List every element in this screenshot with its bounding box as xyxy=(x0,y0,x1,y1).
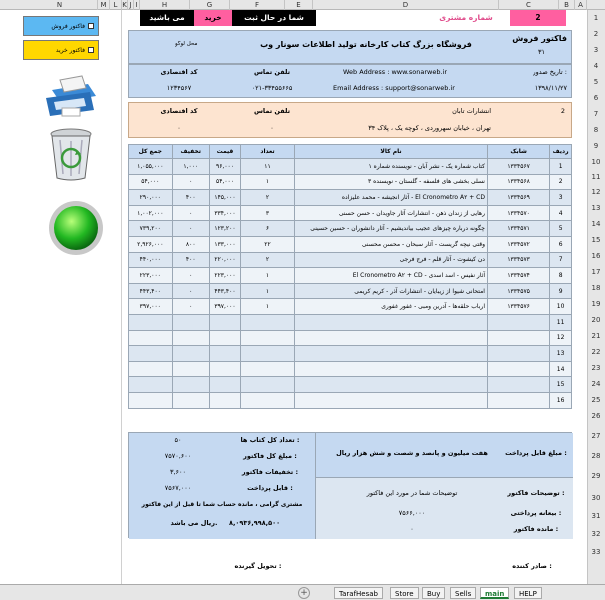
table-cell-qty[interactable] xyxy=(241,346,295,362)
table-cell-total[interactable]: ۷۳۹,۲۰۰ xyxy=(129,221,173,237)
table-cell-qty[interactable]: ۳ xyxy=(241,205,295,221)
table-cell-name[interactable] xyxy=(295,314,488,330)
table-row[interactable] xyxy=(129,377,572,393)
company-title: فروشگاه بزرگ کتاب کارخانه تولید اطلاعات سونار وب xyxy=(260,40,472,49)
row-header-15[interactable]: 15 xyxy=(591,236,601,244)
table-cell-isbn[interactable] xyxy=(487,361,549,377)
row-header-10[interactable]: 10 xyxy=(591,158,601,166)
amount-value: ۷۵۷۰,۶۰۰ xyxy=(164,452,192,460)
table-cell-total[interactable]: ۱,۰۰۲,۰۰۰ xyxy=(129,205,173,221)
table-cell-discount[interactable] xyxy=(172,346,209,362)
table-cell-total[interactable] xyxy=(129,330,173,346)
col-header-n[interactable]: N xyxy=(22,0,98,10)
col-header-h[interactable]: H xyxy=(140,0,190,10)
table-cell-price[interactable] xyxy=(209,346,240,362)
sheet-tab-bar xyxy=(0,584,605,600)
table-cell-discount[interactable]: ۰ xyxy=(172,221,209,237)
add-sheet-icon[interactable]: + xyxy=(298,587,310,599)
table-cell-total[interactable]: ۱,۰۵۵,۰۰۰ xyxy=(129,159,173,175)
table-cell-isbn[interactable]: ۱۳۳۴۵۷۲ xyxy=(487,236,549,252)
table-row[interactable] xyxy=(129,159,572,175)
customer-eco-code-label: کد اقتصادی xyxy=(160,107,198,115)
table-cell-discount[interactable] xyxy=(172,361,209,377)
row-header-14[interactable]: 14 xyxy=(591,220,601,228)
table-cell-row[interactable]: 5 xyxy=(550,221,572,237)
table-header-discount: تخفیف xyxy=(172,145,209,159)
table-cell-price[interactable]: ۹۶,۰۰۰ xyxy=(209,159,240,175)
table-cell-total[interactable]: ۴۴۰,۰۰۰ xyxy=(129,252,173,268)
row-header-8[interactable]: 8 xyxy=(593,126,599,134)
table-cell-price[interactable] xyxy=(209,314,240,330)
table-cell-name[interactable]: چگونه درباره چیزهای عجیب بیاندیشیم - آثار دانشوران - حسین حسینی xyxy=(295,221,488,237)
table-cell-discount[interactable]: ۰ xyxy=(172,174,209,190)
table-cell-discount[interactable]: ۱,۰۰۰ xyxy=(172,159,209,175)
items-table-header xyxy=(129,145,572,159)
table-row[interactable] xyxy=(129,330,572,346)
table-cell-row[interactable]: 4 xyxy=(550,205,572,221)
table-cell-isbn[interactable]: ۱۳۳۴۵۶۷ xyxy=(487,159,549,175)
table-cell-total[interactable]: ۳۹۷,۰۰۰ xyxy=(129,299,173,315)
green-light-icon[interactable] xyxy=(48,200,104,256)
table-cell-discount[interactable] xyxy=(172,392,209,408)
table-cell-price[interactable]: ۳۳۴,۰۰۰ xyxy=(209,205,240,221)
purchase-invoice-button[interactable] xyxy=(23,40,99,60)
col-header-g[interactable]: G xyxy=(190,0,230,10)
row-header-19[interactable]: 19 xyxy=(591,300,601,308)
table-cell-discount[interactable]: ۸۰۰ xyxy=(172,236,209,252)
table-cell-discount[interactable]: ۰ xyxy=(172,268,209,284)
total-qty: ۵۰ xyxy=(174,436,182,444)
row-header-2[interactable]: 2 xyxy=(593,30,599,38)
table-cell-name[interactable] xyxy=(295,330,488,346)
issuer-label: صادر کننده : xyxy=(512,562,552,570)
table-cell-isbn[interactable] xyxy=(487,392,549,408)
row-header-31[interactable]: 31 xyxy=(591,512,601,520)
table-cell-isbn[interactable]: ۱۳۳۴۵۷۰ xyxy=(487,205,549,221)
table-cell-qty[interactable]: ۲ xyxy=(241,190,295,206)
table-cell-row[interactable]: 12 xyxy=(550,330,572,346)
items-table xyxy=(128,144,572,409)
col-header-i[interactable]: I xyxy=(134,0,140,10)
table-row[interactable] xyxy=(129,268,572,284)
row-header-29[interactable]: 29 xyxy=(591,472,601,480)
customer-number: 2 xyxy=(560,107,565,115)
row-header-11[interactable]: 11 xyxy=(591,173,601,181)
table-cell-name[interactable]: وقتی نیچه گریست - آثار سبحان - محسن محسنی xyxy=(295,236,488,252)
table-cell-isbn[interactable] xyxy=(487,346,549,362)
table-row[interactable] xyxy=(129,190,572,206)
row-header-32[interactable]: 32 xyxy=(591,530,601,538)
table-header-total: جمع کل xyxy=(129,145,173,159)
table-cell-discount[interactable]: ۰ xyxy=(172,299,209,315)
payable-text: هفت میلیون و پانصد و شصت و شش هزار ریال xyxy=(336,449,488,457)
table-cell-total[interactable] xyxy=(129,314,173,330)
row-header-20[interactable]: 20 xyxy=(591,316,601,324)
table-cell-price[interactable]: ۲۲۳,۰۰۰ xyxy=(209,268,240,284)
table-cell-name[interactable]: امتحانی شیوا از زیبایان - انتشارات آذر - کریم کریمی xyxy=(295,283,488,299)
invoice-header xyxy=(128,30,572,64)
table-cell-name[interactable]: نسلی بخشی های فلسفه - گلستان - نویسنده ۳ xyxy=(295,174,488,190)
summary-block xyxy=(128,432,572,538)
printer-icon[interactable] xyxy=(38,68,100,120)
table-cell-isbn[interactable]: ۱۳۳۴۵۶۹ xyxy=(487,190,549,206)
table-cell-row[interactable]: 16 xyxy=(550,392,572,408)
status-text: شما در حال ثبت xyxy=(232,10,316,26)
table-cell-total[interactable]: ۲۲۳,۰۰۰ xyxy=(129,268,173,284)
balance-amount: ۸,۰۹۳۶,۹۹۸,۵۰۰ xyxy=(229,519,281,527)
table-cell-qty[interactable]: ۲ xyxy=(241,252,295,268)
row-header-6[interactable]: 6 xyxy=(593,94,599,102)
control-pane xyxy=(0,10,122,584)
row-header-3[interactable]: 3 xyxy=(593,46,599,54)
mode-badge: خرید xyxy=(194,10,232,26)
table-header-name: نام کالا xyxy=(295,145,488,159)
row-header-28[interactable]: 28 xyxy=(591,452,601,460)
table-cell-qty[interactable]: ۲۲ xyxy=(241,236,295,252)
table-cell-discount[interactable]: ۴۰۰ xyxy=(172,190,209,206)
col-header-b[interactable]: B xyxy=(559,0,575,10)
table-row[interactable] xyxy=(129,252,572,268)
table-cell-name[interactable]: دن کیشوت - آثار قلم - فرج فرجی xyxy=(295,252,488,268)
invoice-title: فاکتور فروش xyxy=(512,34,567,43)
logo-placeholder: محل لوگو xyxy=(175,41,198,47)
prepayment-label: بیعانه پرداختی : xyxy=(510,509,562,517)
column-header-bar xyxy=(0,0,605,10)
total-qty-label: تعداد کل کتاب ها : xyxy=(240,436,300,444)
table-cell-qty[interactable] xyxy=(241,330,295,346)
table-cell-price[interactable] xyxy=(209,377,240,393)
table-cell-name[interactable]: El Cronometro A۲ + CD - آثار نفیس - اسد اسدی xyxy=(295,268,488,284)
table-cell-name[interactable]: آثار انجیشه - محمد علیزاده - El Cronometro A۲ + CD xyxy=(295,190,488,206)
sales-invoice-button[interactable] xyxy=(23,16,99,36)
payable-label: قابل پرداخت : xyxy=(247,484,293,492)
row-header-13[interactable]: 13 xyxy=(591,204,601,212)
col-header-l[interactable]: L xyxy=(110,0,122,10)
balance-note-2: ریال می باشد. xyxy=(170,519,218,527)
table-cell-isbn[interactable]: ۱۳۳۴۵۷۳ xyxy=(487,252,549,268)
row-header-27[interactable]: 27 xyxy=(591,432,601,440)
table-cell-isbn[interactable]: ۱۳۳۴۵۷۵ xyxy=(487,283,549,299)
table-cell-qty[interactable]: ۶ xyxy=(241,221,295,237)
customer-eco-code: ۰ xyxy=(177,124,181,132)
table-cell-qty[interactable]: ۱ xyxy=(241,268,295,284)
row-header-33[interactable]: 33 xyxy=(591,548,601,556)
payable-value: ۷۵۶۷,۰۰۰ xyxy=(164,484,192,492)
table-cell-price[interactable] xyxy=(209,361,240,377)
table-cell-row[interactable]: 14 xyxy=(550,361,572,377)
col-header-j[interactable]: J xyxy=(128,0,134,10)
discount-label: تخفیفات فاکتور : xyxy=(241,468,299,476)
balance-note-1: مشتری گرامی ، مانده حساب شما تا قبل از این فاکتور xyxy=(141,501,303,508)
sheet-tab-sells[interactable]: Sells xyxy=(450,587,476,599)
row-header-21[interactable]: 21 xyxy=(591,332,601,340)
row-header-1[interactable]: 1 xyxy=(593,14,599,22)
table-row[interactable] xyxy=(129,346,572,362)
table-cell-discount[interactable] xyxy=(172,330,209,346)
eco-code-value: ۱۲۳۴۵۶۷ xyxy=(166,84,192,92)
invoice-sheet xyxy=(122,10,587,584)
sheet-tab-store[interactable]: Store xyxy=(390,587,419,599)
table-cell-total[interactable]: ۲۹۰,۰۰۰ xyxy=(129,190,173,206)
table-cell-name[interactable]: رهایی از زندان ذهن - انتشارات آثار جاویدان - حسن حسنی xyxy=(295,205,488,221)
table-cell-row[interactable]: 7 xyxy=(550,252,572,268)
table-row[interactable] xyxy=(129,314,572,330)
purchase-invoice-label: فاکتور خرید xyxy=(55,46,85,54)
table-cell-discount[interactable]: ۴۰۰ xyxy=(172,252,209,268)
row-header-24[interactable]: 24 xyxy=(591,380,601,388)
prepayment-value[interactable]: ۷۵۶۶,۰۰۰ xyxy=(398,509,426,517)
table-row[interactable] xyxy=(129,174,572,190)
row-header-4[interactable]: 4 xyxy=(593,62,599,70)
col-header-d[interactable]: D xyxy=(313,0,499,10)
table-cell-price[interactable] xyxy=(209,392,240,408)
discount-value: ۳,۶۰۰ xyxy=(169,468,187,476)
table-cell-price[interactable]: ۱۳۳,۰۰۰ xyxy=(209,236,240,252)
row-header-25[interactable]: 25 xyxy=(591,396,601,404)
eco-code-label: کد اقتصادی xyxy=(160,68,198,76)
table-row[interactable] xyxy=(129,236,572,252)
table-cell-qty[interactable] xyxy=(241,361,295,377)
notes-label: توضیحات فاکتور : xyxy=(507,489,565,497)
col-header-e[interactable]: E xyxy=(285,0,313,10)
table-cell-total[interactable] xyxy=(129,361,173,377)
row-header-23[interactable]: 23 xyxy=(591,364,601,372)
row-header-7[interactable]: 7 xyxy=(593,110,599,118)
table-cell-total[interactable]: ۵۴,۰۰۰ xyxy=(129,174,173,190)
table-cell-discount[interactable] xyxy=(172,314,209,330)
table-cell-price[interactable]: ۴۴۳,۴۰۰ xyxy=(209,283,240,299)
table-cell-row[interactable]: 9 xyxy=(550,283,572,299)
table-cell-price[interactable]: ۲۲۰,۰۰۰ xyxy=(209,252,240,268)
notes-value[interactable]: توضیحات شما در مورد این فاکتور xyxy=(366,489,458,497)
col-header-f[interactable]: F xyxy=(230,0,285,10)
table-cell-isbn[interactable] xyxy=(487,330,549,346)
status-suffix: می باشید xyxy=(140,10,194,26)
sheet-tab-tarafhesab[interactable]: TarafHesab xyxy=(334,587,383,599)
table-cell-isbn[interactable] xyxy=(487,314,549,330)
table-cell-row[interactable]: 8 xyxy=(550,268,572,284)
row-header-9[interactable]: 9 xyxy=(593,142,599,150)
table-cell-isbn[interactable]: ۱۳۳۴۵۷۱ xyxy=(487,221,549,237)
col-header-m[interactable]: M xyxy=(98,0,110,10)
table-header-row: ردیف xyxy=(550,145,572,159)
amount-label: مبلغ کل فاکتور : xyxy=(243,452,297,460)
row-header-5[interactable]: 5 xyxy=(593,78,599,86)
issue-date: ۱۳۹۸/۱۱/۲۷ xyxy=(534,84,567,92)
col-header-c[interactable]: C xyxy=(499,0,559,10)
table-row[interactable] xyxy=(129,221,572,237)
row-header-18[interactable]: 18 xyxy=(591,284,601,292)
table-cell-isbn[interactable]: ۱۳۳۴۵۷۴ xyxy=(487,268,549,284)
table-cell-price[interactable]: ۱۴۵,۰۰۰ xyxy=(209,190,240,206)
phone-label: تلفن تماس xyxy=(253,68,291,76)
row-header-12[interactable]: 12 xyxy=(591,188,601,196)
table-cell-qty[interactable]: ۱ xyxy=(241,174,295,190)
table-cell-price[interactable]: ۱۲۳,۲۰۰ xyxy=(209,221,240,237)
table-header-qty: تعداد xyxy=(241,145,295,159)
purchase-checkbox[interactable] xyxy=(88,47,94,53)
sales-checkbox[interactable] xyxy=(88,23,94,29)
table-row[interactable] xyxy=(129,205,572,221)
customer-phone: ۰ xyxy=(270,124,274,132)
customer-phone-label: تلفن تماس xyxy=(253,107,291,115)
issue-date-label: تاریخ صدور : xyxy=(532,68,567,76)
table-cell-isbn[interactable]: ۱۳۳۴۵۷۶ xyxy=(487,299,549,315)
table-cell-total[interactable]: ۴۴۳,۴۰۰ xyxy=(129,283,173,299)
table-cell-row[interactable]: 11 xyxy=(550,314,572,330)
row-header-17[interactable]: 17 xyxy=(591,268,601,276)
table-cell-row[interactable]: 6 xyxy=(550,236,572,252)
table-cell-discount[interactable]: ۰ xyxy=(172,205,209,221)
row-header-16[interactable]: 16 xyxy=(591,252,601,260)
table-cell-qty[interactable] xyxy=(241,314,295,330)
email-address: Email Address : support@sonarweb.ir xyxy=(333,84,455,92)
payable-text-label: مبلغ قابل پرداخت : xyxy=(505,449,567,457)
table-cell-total[interactable]: ۲,۹۲۶,۰۰۰ xyxy=(129,236,173,252)
table-cell-row[interactable]: 15 xyxy=(550,377,572,393)
receiver-label: تحویل گیرنده : xyxy=(234,562,282,570)
customer-number-label: شماره مشتری xyxy=(439,13,493,22)
sheet-tab-buy[interactable]: Buy xyxy=(422,587,445,599)
table-cell-row[interactable]: 3 xyxy=(550,190,572,206)
table-cell-total[interactable] xyxy=(129,346,173,362)
table-cell-name[interactable]: کتاب شماره یک - نشر آبان - نویسنده شماره ۱ xyxy=(295,159,488,175)
table-cell-discount[interactable] xyxy=(172,377,209,393)
row-header-bar xyxy=(587,10,605,584)
table-cell-name[interactable] xyxy=(295,361,488,377)
table-cell-qty[interactable] xyxy=(241,377,295,393)
remaining-value: ۰ xyxy=(410,525,414,533)
table-cell-discount[interactable]: ۰ xyxy=(172,283,209,299)
sheet-tab-help[interactable]: HELP xyxy=(514,587,542,599)
row-header-22[interactable]: 22 xyxy=(591,348,601,356)
sheet-tab-main[interactable]: main xyxy=(480,587,509,599)
company-info xyxy=(128,64,572,98)
table-header-price: قیمت xyxy=(209,145,240,159)
table-row[interactable] xyxy=(129,283,572,299)
customer-address: تهران ، خیابان سهروردی ، کوچه یک ، پلاک ۳۴ xyxy=(368,124,491,132)
table-cell-name[interactable]: ارباب حلقه‌ها - آدرین ومبی - غفور غفوری xyxy=(295,299,488,315)
table-cell-qty[interactable]: ۱۱ xyxy=(241,159,295,175)
table-cell-name[interactable] xyxy=(295,346,488,362)
table-cell-price[interactable]: ۵۴,۰۰۰ xyxy=(209,174,240,190)
customer-name: انتشارات تابان xyxy=(452,107,491,115)
table-cell-total[interactable] xyxy=(129,377,173,393)
row-header-26[interactable]: 26 xyxy=(591,412,601,420)
row-header-30[interactable]: 30 xyxy=(591,494,601,502)
table-cell-name[interactable] xyxy=(295,377,488,393)
table-header-isbn: شابک xyxy=(487,145,549,159)
table-cell-qty[interactable]: ۱ xyxy=(241,299,295,315)
col-header-a[interactable]: A xyxy=(575,0,587,10)
table-cell-row[interactable]: 2 xyxy=(550,174,572,190)
table-row[interactable] xyxy=(129,299,572,315)
table-cell-row[interactable]: 10 xyxy=(550,299,572,315)
table-cell-price[interactable]: ۳۹۷,۰۰۰ xyxy=(209,299,240,315)
customer-number-field[interactable]: 2 xyxy=(510,10,566,26)
web-address: Web Address : www.sonarweb.ir xyxy=(343,68,447,76)
table-cell-row[interactable]: 13 xyxy=(550,346,572,362)
table-cell-name[interactable] xyxy=(295,392,488,408)
table-row[interactable] xyxy=(129,361,572,377)
table-cell-isbn[interactable] xyxy=(487,377,549,393)
customer-info xyxy=(128,102,572,138)
table-cell-qty[interactable] xyxy=(241,392,295,408)
remaining-label: مانده فاکتور : xyxy=(513,525,559,533)
recycle-bin-icon[interactable] xyxy=(48,126,94,182)
table-cell-total[interactable] xyxy=(129,392,173,408)
sales-invoice-label: فاکتور فروش xyxy=(51,22,85,30)
phone-value: ۰۲۱-۳۳۴۵۵۶۶۵ xyxy=(251,84,293,92)
table-cell-row[interactable]: 1 xyxy=(550,159,572,175)
table-cell-isbn[interactable]: ۱۳۳۴۵۶۸ xyxy=(487,174,549,190)
table-cell-price[interactable] xyxy=(209,330,240,346)
col-header-k[interactable]: K xyxy=(122,1,127,9)
table-cell-qty[interactable]: ۱ xyxy=(241,283,295,299)
table-row[interactable] xyxy=(129,392,572,408)
invoice-number: ۳۱ xyxy=(538,48,545,56)
